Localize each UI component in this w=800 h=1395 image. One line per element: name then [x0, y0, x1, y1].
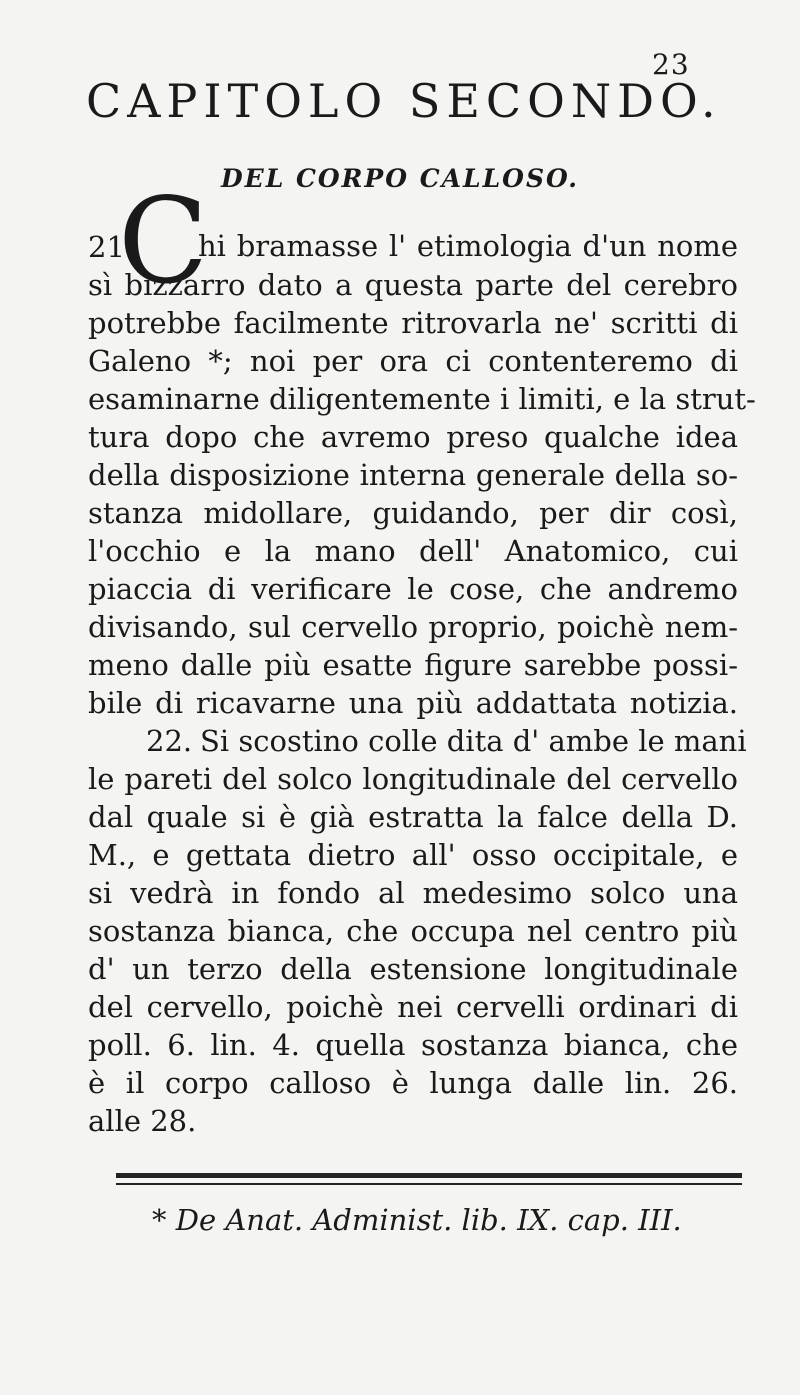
text-line: l'occhio e la mano dell' Anatomico, cui [88, 534, 738, 568]
text-line: stanza midollare, guidando, per dir così, [88, 496, 738, 530]
text-line: meno dalle più esatte figure sarebbe possi- [88, 648, 738, 682]
text-line: tura dopo che avremo preso qualche idea [88, 420, 738, 454]
text-line: divisando, sul cervello proprio, poichè nem- [88, 610, 738, 644]
footnote-rule-thin [116, 1183, 742, 1185]
text-line: è il corpo calloso è lunga dalle lin. 26. [88, 1066, 738, 1100]
drop-cap: C [118, 172, 209, 310]
footnote: * De Anat. Administ. lib. IX. cap. III. [152, 1203, 682, 1237]
page-number: 23 [652, 48, 690, 81]
footnote-rule [116, 1173, 742, 1178]
section-title: DEL CORPO CALLOSO. [220, 164, 580, 193]
text-line: sostanza bianca, che occupa nel centro più [88, 914, 738, 948]
chapter-title: CAPITOLO SECONDO. [86, 74, 722, 128]
text-line: alle 28. [88, 1104, 197, 1138]
paragraph-number: 21 [88, 230, 125, 264]
text-line: hi bramasse l' etimologia d'un nome [198, 229, 738, 263]
text-line: sì bizzarro dato a questa parte del cerebro [88, 268, 738, 302]
text-line: dal quale si è già estratta la falce della D. [88, 800, 738, 834]
text-line: si vedrà in fondo al medesimo solco una [88, 876, 738, 910]
text-line: M., e gettata dietro all' osso occipitale, e [88, 838, 738, 872]
text-line: Galeno *; noi per ora ci contenteremo di [88, 344, 738, 378]
text-line: del cervello, poichè nei cervelli ordinari di [88, 990, 738, 1024]
text-line: d' un terzo della estensione longitudinale [88, 952, 738, 986]
text-line: bile di ricavarne una più addattata notizia. [88, 686, 738, 720]
text-line: Si scostino colle dita d' ambe le mani [200, 724, 747, 758]
text-line: potrebbe facilmente ritrovarla ne' scritti di [88, 306, 738, 340]
text-line: della disposizione interna generale della so- [88, 458, 738, 492]
text-line: le pareti del solco longitudinale del cervello [88, 762, 738, 796]
text-line: poll. 6. lin. 4. quella sostanza bianca, che [88, 1028, 738, 1062]
text-line: piaccia di verificare le cose, che andremo [88, 572, 738, 606]
paragraph-number: 22. [146, 724, 193, 758]
text-line: esaminarne diligentemente i limiti, e la strut- [88, 382, 756, 416]
